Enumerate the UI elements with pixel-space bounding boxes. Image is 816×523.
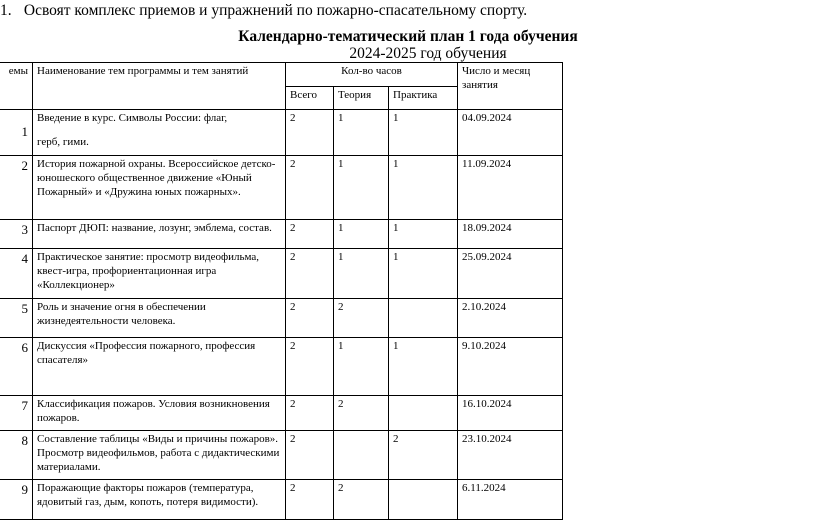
row-total: 2 bbox=[286, 480, 334, 520]
row-topic: Паспорт ДЮП: название, лозунг, эмблема, состав. bbox=[33, 220, 286, 249]
row-topic: Роль и значение огня в обеспечении жизнедеятельности человека. bbox=[33, 299, 286, 338]
header-theory: Теория bbox=[334, 87, 389, 110]
row-theory: 1 bbox=[334, 338, 389, 396]
table-row bbox=[0, 110, 563, 156]
row-practice: 1 bbox=[389, 110, 458, 156]
header-practice: Практика bbox=[389, 87, 458, 110]
row-theory: 2 bbox=[334, 480, 389, 520]
row-date: 11.09.2024 bbox=[458, 156, 563, 220]
header-total: Всего bbox=[286, 87, 334, 110]
row-theory: 1 bbox=[334, 220, 389, 249]
row-num: 8 bbox=[0, 431, 33, 480]
table-row bbox=[0, 220, 563, 249]
table-row bbox=[0, 431, 563, 480]
row-practice bbox=[389, 396, 458, 431]
row-date: 18.09.2024 bbox=[458, 220, 563, 249]
row-topic: Практическое занятие: просмотр видеофильма, квест-игра, профориентационная игра «Коллекционер» bbox=[33, 249, 286, 299]
row-practice: 1 bbox=[389, 249, 458, 299]
table-row bbox=[0, 249, 563, 299]
table-header-row bbox=[0, 63, 563, 87]
row-num: 7 bbox=[0, 396, 33, 431]
row-date: 16.10.2024 bbox=[458, 396, 563, 431]
row-topic: История пожарной охраны. Всероссийское детско-юношеского общественное движение «Юный Пожарный» и «Дружина юных пожарных». bbox=[33, 156, 286, 220]
table-row bbox=[0, 299, 563, 338]
row-practice: 1 bbox=[389, 220, 458, 249]
row-date: 04.09.2024 bbox=[458, 110, 563, 156]
row-date: 6.11.2024 bbox=[458, 480, 563, 520]
row-topic: Дискуссия «Профессия пожарного, профессия спасателя» bbox=[33, 338, 286, 396]
intro-number: 1. bbox=[0, 2, 12, 19]
row-practice bbox=[389, 480, 458, 520]
row-total: 2 bbox=[286, 396, 334, 431]
table-row bbox=[0, 338, 563, 396]
row-theory: 1 bbox=[334, 249, 389, 299]
header-hours: Кол-во часов bbox=[286, 63, 458, 87]
row-num: 4 bbox=[0, 249, 33, 299]
row-num: 9 bbox=[0, 480, 33, 520]
page-title: Календарно-тематический план 1 года обучения bbox=[238, 28, 578, 45]
row-theory bbox=[334, 431, 389, 480]
row-num: 6 bbox=[0, 338, 33, 396]
row-practice bbox=[389, 299, 458, 338]
intro-line bbox=[0, 2, 527, 20]
row-num: 5 bbox=[0, 299, 33, 338]
row-topic: Классификация пожаров. Условия возникновения пожаров. bbox=[33, 396, 286, 431]
table-row bbox=[0, 156, 563, 220]
row-total: 2 bbox=[286, 110, 334, 156]
row-total: 2 bbox=[286, 156, 334, 220]
row-topic bbox=[33, 110, 286, 156]
row-num: 1 bbox=[0, 110, 33, 156]
row-total: 2 bbox=[286, 299, 334, 338]
row-date: 2.10.2024 bbox=[458, 299, 563, 338]
row-num: 2 bbox=[0, 156, 33, 220]
row-theory: 2 bbox=[334, 299, 389, 338]
table-row bbox=[0, 396, 563, 431]
row-practice: 1 bbox=[389, 156, 458, 220]
row-practice: 2 bbox=[389, 431, 458, 480]
page-subtitle: 2024-2025 год обучения bbox=[349, 45, 507, 62]
row-total: 2 bbox=[286, 249, 334, 299]
row-practice: 1 bbox=[389, 338, 458, 396]
header-topic: Наименование тем программы и тем занятий bbox=[33, 63, 286, 110]
row-theory: 1 bbox=[334, 110, 389, 156]
row-total: 2 bbox=[286, 338, 334, 396]
row-topic: Составление таблицы «Виды и причины пожаров». Просмотр видеофильмов, работа с дидактическими материалами. bbox=[33, 431, 286, 480]
intro-text: Освоят комплекс приемов и упражнений по пожарно-спасательному спорту. bbox=[23, 2, 528, 19]
header-date: Число и месяц занятия bbox=[458, 63, 563, 110]
schedule-table bbox=[0, 62, 563, 520]
row-topic-line-2: герб, гими. bbox=[37, 135, 89, 148]
row-topic: Поражающие факторы пожаров (температура, ядовитый газ, дым, копоть, потеря видимости). bbox=[33, 480, 286, 520]
row-total: 2 bbox=[286, 431, 334, 480]
row-total: 2 bbox=[286, 220, 334, 249]
row-num: 3 bbox=[0, 220, 33, 249]
row-theory: 1 bbox=[334, 156, 389, 220]
table-row bbox=[0, 480, 563, 520]
row-date: 9.10.2024 bbox=[458, 338, 563, 396]
row-date: 23.10.2024 bbox=[458, 431, 563, 480]
row-date: 25.09.2024 bbox=[458, 249, 563, 299]
header-num: емы bbox=[0, 63, 33, 110]
row-theory: 2 bbox=[334, 396, 389, 431]
row-topic-line-1: Введение в курс. Символы России: флаг, bbox=[37, 112, 228, 124]
